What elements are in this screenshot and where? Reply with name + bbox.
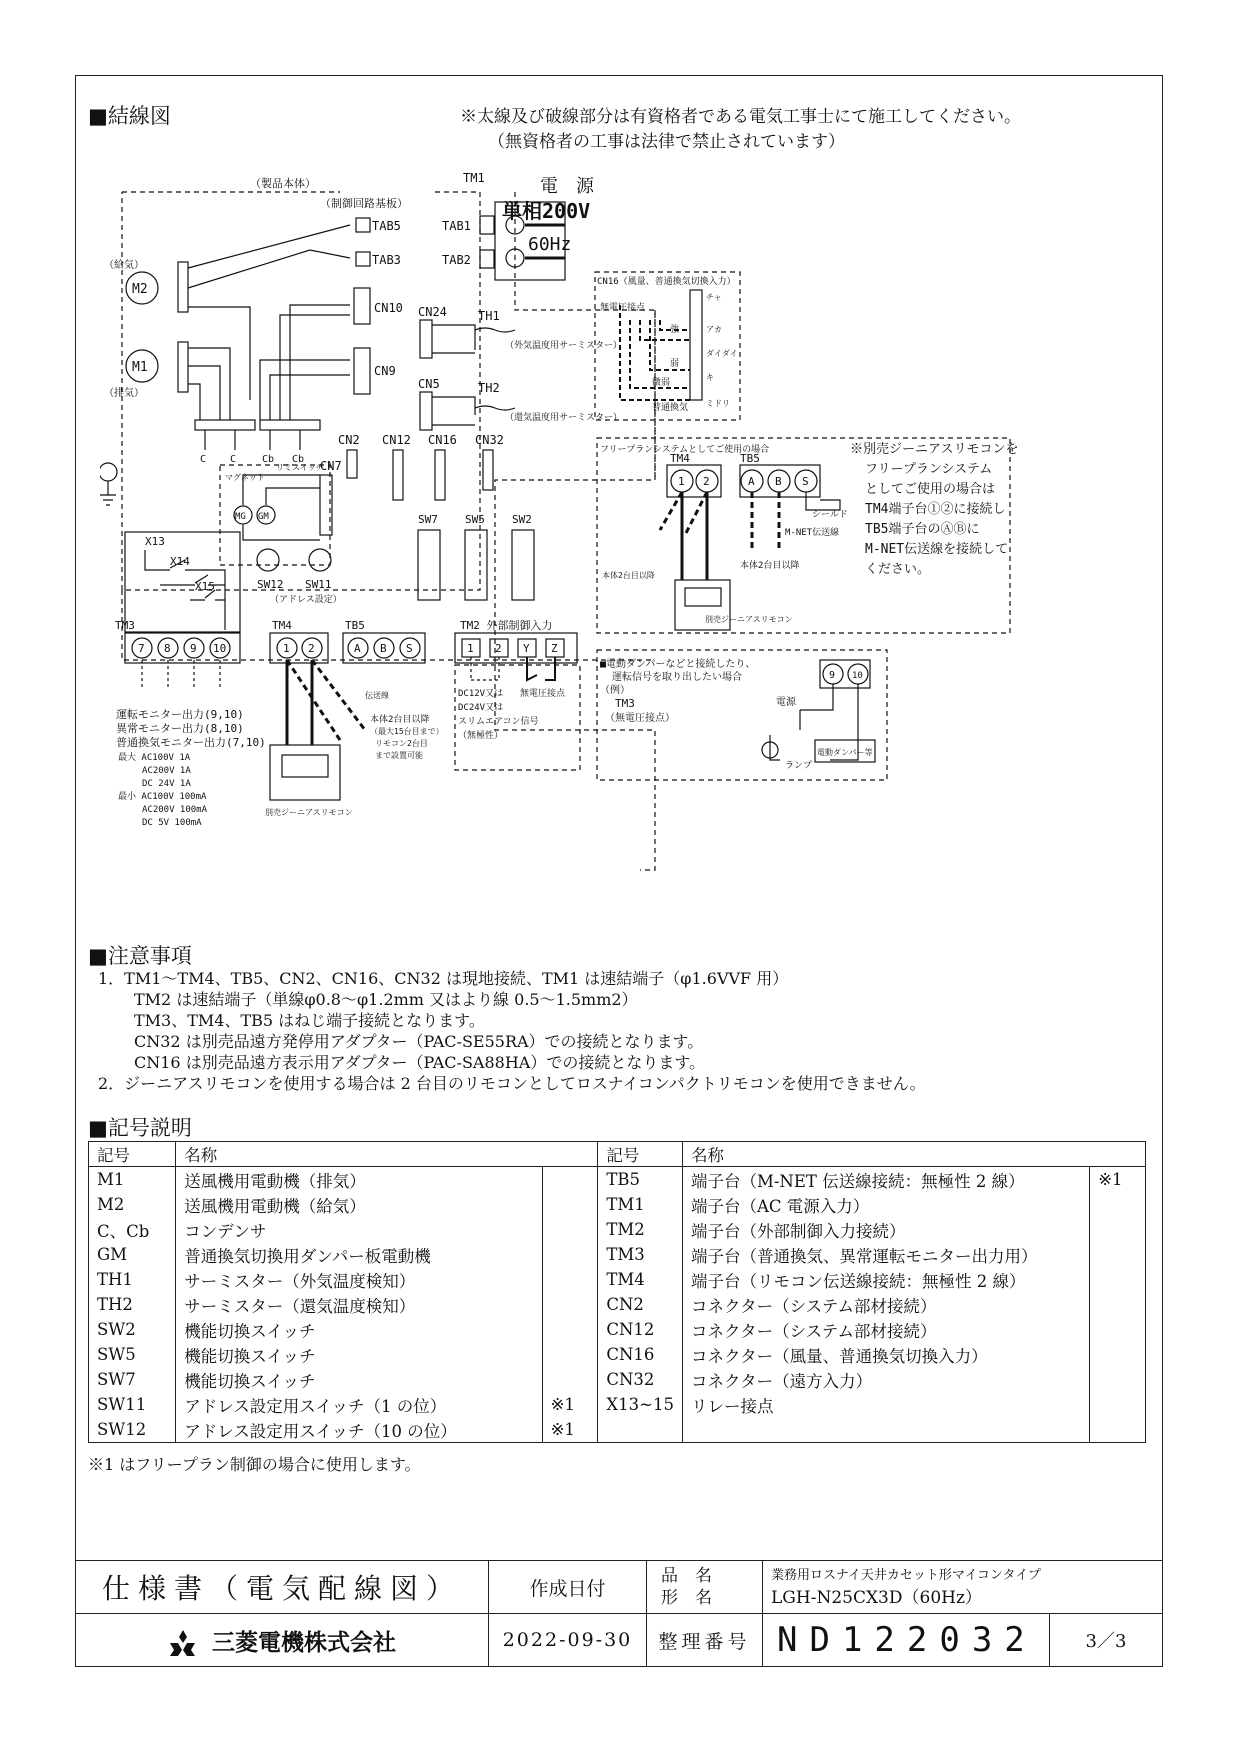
ref-label: 整理番号 (647, 1614, 763, 1667)
legend-name: 機能切換スイッチ (176, 1342, 542, 1367)
label-cn12: CN12 (382, 433, 411, 447)
tb5-term-s: S (406, 642, 413, 655)
label-product-body: （製品本体） (250, 177, 316, 190)
legend-row (89, 1192, 1146, 1217)
legend-mark (1090, 1317, 1146, 1342)
note-line: TM2 は速結端子（単線φ0.8～φ1.2mm 又はより線 0.5～1.5mm2） (134, 990, 638, 1009)
cn16-mode-2: 弱 (670, 359, 680, 369)
legend-mark (1090, 1242, 1146, 1267)
legend-mark (542, 1192, 598, 1217)
dc-signal-2: DC24V又は (458, 703, 504, 713)
remote-2nd-1: 本体2台目以降 (370, 715, 430, 725)
tm2-term-z: Z (551, 642, 558, 655)
label-mg: MG (235, 512, 246, 522)
doc-title: 仕様書（電気配線図） (76, 1561, 489, 1614)
legend-mark (542, 1167, 598, 1193)
fp-tm4-2: 2 (703, 475, 710, 488)
tb5-term-b: B (380, 642, 387, 655)
cn16-title: CN16（風量、普通換気切換入力） (597, 277, 736, 287)
legend-symbol: C、Cb (89, 1217, 176, 1242)
label-m1-exhaust: （排気） (104, 388, 144, 399)
legend-name: 端子台（AC 電源入力） (682, 1192, 1089, 1217)
legend-row (89, 1267, 1146, 1292)
tm3-term-8: 8 (164, 642, 171, 655)
fp-body-2nd: 本体2台目以降 (740, 561, 800, 571)
cn16-wire-4: キ (706, 373, 714, 382)
fp-tm4: TM4 (670, 452, 690, 465)
legend-symbol: SW12 (89, 1417, 176, 1443)
tm2-term-2: 2 (495, 642, 502, 655)
label-th1: TH1 (478, 309, 500, 323)
power-title: 電 源 (540, 176, 594, 197)
notes-list (98, 968, 926, 1094)
power-freq: 60Hz (528, 234, 572, 255)
legend-row (89, 1167, 1146, 1193)
wiring-diagram (100, 170, 1140, 930)
tm2-term-y: Y (523, 642, 530, 655)
tm3-term-7: 7 (138, 642, 145, 655)
legend-mark (1090, 1267, 1146, 1292)
legend-symbol: TM1 (598, 1192, 683, 1217)
remote-2nd-4: まで設置可能 (375, 751, 423, 760)
legend-head-name: 名称 (176, 1142, 598, 1167)
legend-head-name-2: 名称 (682, 1142, 1145, 1167)
company-cell (76, 1614, 489, 1667)
note-line: CN16 は別売品遠方表示用アダプター（PAC-SA88HA）での接続となります。 (134, 1053, 706, 1072)
note-line: CN32 は別売品遠方発停用アダプター（PAC-SE55RA）での接続となります。 (134, 1032, 704, 1051)
legend-name: サーミスター（還気温度検知） (176, 1292, 542, 1317)
product-label: 品 名 (661, 1566, 712, 1586)
fp-shield: シールド (812, 510, 848, 520)
label-cn16: CN16 (428, 433, 457, 447)
legend-name: 送風機用電動機（給気） (176, 1192, 542, 1217)
legend-symbol: GM (89, 1242, 176, 1267)
legend-row (89, 1217, 1146, 1242)
rating-2: AC200V 1A (142, 766, 191, 776)
legend-row (89, 1292, 1146, 1317)
note-line: 1．TM1～TM4、TB5、CN2、CN16、CN32 は現地接続、TM1 は速結端子（φ1.6VVF 用） (98, 969, 789, 988)
legend-name: 端子台（リモコン伝送線接続：無極性 2 線） (682, 1267, 1089, 1292)
label-tm1: TM1 (463, 171, 485, 185)
legend-name: アドレス設定用スイッチ（1 の位） (176, 1392, 542, 1417)
cn16-mode-4: 普通換気 (652, 403, 689, 413)
label-x13: X13 (145, 535, 165, 548)
label-magnet: マグネット (225, 473, 265, 482)
damper-lamp: ランプ (785, 761, 813, 771)
label-m1: M1 (132, 360, 148, 375)
legend-name (682, 1417, 1089, 1443)
legend-name: コネクター（風量、普通換気切換入力） (682, 1342, 1089, 1367)
section-wiring-title: ■結線図 (88, 104, 171, 128)
dc-signal-4: （無極性） (458, 731, 504, 741)
damper-note-2: 運転信号を取り出したい場合 (612, 672, 742, 683)
label-tab1: TAB1 (442, 219, 471, 233)
model-label: 形 名 (661, 1588, 712, 1608)
legend-mark (542, 1292, 598, 1317)
legend-head-symbol-2: 記号 (598, 1142, 683, 1167)
fp-tb5-s: S (802, 475, 809, 488)
legend-name: サーミスター（外気温度検知） (176, 1267, 542, 1292)
company-name: 三菱電機株式会社 (212, 1629, 396, 1656)
legend-mark (542, 1317, 598, 1342)
created-date: 2022-09-30 (489, 1614, 647, 1667)
legend-symbol: CN2 (598, 1292, 683, 1317)
legend-row (89, 1392, 1146, 1417)
legend-symbol: TM2 (598, 1217, 683, 1242)
legend-symbol: SW11 (89, 1392, 176, 1417)
legend-table (88, 1141, 1146, 1443)
legend-mark: ※1 (542, 1417, 598, 1443)
cn16-wire-5: ミドリ (706, 399, 730, 408)
damper-note-3: （例） (600, 685, 630, 696)
legend-mark (1090, 1392, 1146, 1417)
label-cn32: CN32 (475, 433, 504, 447)
dc-signal-3: スリムエアコン信号 (458, 717, 539, 727)
damper-power: 電源 (776, 697, 796, 708)
fp-note-1: ※別売ジーニアスリモコンを (850, 442, 1019, 457)
legend-head-symbol: 記号 (89, 1142, 176, 1167)
label-sw5: SW5 (465, 513, 485, 526)
label-sw12: SW12 (257, 578, 284, 591)
label-tm2: TM2 外部制御入力 (460, 619, 553, 632)
remote-2nd-2: （最大15台目まで） (370, 727, 444, 736)
tm2-term-1: 1 (467, 642, 474, 655)
fp-note-7: ください。 (865, 562, 931, 577)
label-monitor-norm: 普通換気モニター出力(7,10) (116, 736, 266, 749)
fp-tm4-1: 1 (678, 475, 685, 488)
legend-row (89, 1417, 1146, 1443)
label-no-voltage-contact: 無電圧接点 (520, 689, 566, 699)
label-th2: TH2 (478, 381, 500, 395)
legend-name: 機能切換スイッチ (176, 1367, 542, 1392)
warning-line-2: （無資格者の工事は法律で禁止されています） (488, 132, 845, 152)
cn16-wire-3: ダイダイ (706, 349, 738, 358)
legend-symbol: TH2 (89, 1292, 176, 1317)
label-th1-desc: （外気温度用サーミスター） (505, 341, 623, 351)
legend-name: 普通換気切換用ダンパー板電動機 (176, 1242, 542, 1267)
label-cap-1: C (200, 454, 207, 465)
legend-symbol (598, 1417, 683, 1443)
legend-symbol: SW7 (89, 1367, 176, 1392)
damper-note-1: ■電動ダンパーなどと接続したり、 (600, 659, 756, 670)
legend-mark (1090, 1217, 1146, 1242)
label-cap-3: Cb (262, 454, 275, 465)
fp-remote-2nd: 本体2台目以降 (602, 571, 655, 580)
label-cap-2: C (230, 454, 237, 465)
label-sw2: SW2 (512, 513, 532, 526)
legend-symbol: CN12 (598, 1317, 683, 1342)
label-transmission: 伝送線 (365, 691, 389, 700)
power-phase: 単相200V (502, 199, 591, 223)
ref-number: ND122032 (763, 1614, 1050, 1667)
legend-mark (1090, 1367, 1146, 1392)
tm3-term-10: 10 (213, 642, 227, 655)
legend-name: 端子台（外部制御入力接続） (682, 1217, 1089, 1242)
legend-symbol: X13~15 (598, 1392, 683, 1417)
dc-signal-1: DC12V又は (458, 689, 504, 699)
fp-note-3: としてご使用の場合は (865, 482, 996, 497)
tm4-term-2: 2 (308, 642, 315, 655)
remote-2nd-3: リモコン2台目 (375, 739, 428, 748)
fp-note-2: フリープランシステム (865, 462, 993, 477)
model-name: LGH-N25CX3D（60Hz） (771, 1588, 982, 1608)
rating-5: AC200V 100mA (142, 805, 208, 815)
product-model-labels (647, 1561, 763, 1614)
legend-name: リレー接点 (682, 1392, 1089, 1417)
label-cn10: CN10 (374, 301, 403, 315)
legend-mark (1090, 1342, 1146, 1367)
legend-symbol: CN32 (598, 1367, 683, 1392)
legend-row (89, 1242, 1146, 1267)
notes-title: ■注意事項 (88, 944, 192, 968)
rating-3: DC 24V 1A (142, 779, 191, 789)
label-tab3: TAB3 (372, 253, 401, 267)
title-block (75, 1560, 1163, 1667)
legend-symbol: M2 (89, 1192, 176, 1217)
damper-term-9: 9 (829, 670, 836, 681)
legend-symbol: TH1 (89, 1267, 176, 1292)
legend-mark (542, 1267, 598, 1292)
legend-mark (542, 1367, 598, 1392)
label-x14: X14 (170, 555, 190, 568)
label-gm: GM (258, 512, 269, 522)
legend-mark: ※1 (542, 1392, 598, 1417)
damper-contact: （無電圧接点） (605, 713, 675, 724)
legend-symbol: M1 (89, 1167, 176, 1193)
legend-name: 送風機用電動機（排気） (176, 1167, 542, 1193)
label-tm4: TM4 (272, 619, 292, 632)
legend-name: 端子台（普通換気、異常運転モニター出力用） (682, 1242, 1089, 1267)
label-limit-switch: リミスイッチ (276, 463, 324, 472)
label-control-board: （制御回路基板） (320, 197, 408, 210)
label-sw11: SW11 (305, 578, 332, 591)
legend-symbol: TM3 (598, 1242, 683, 1267)
label-m2-supply: （給気） (104, 260, 144, 271)
label-tm3: TM3 (115, 619, 135, 632)
label-tab2: TAB2 (442, 253, 471, 267)
rating-6: DC 5V 100mA (142, 818, 202, 828)
legend-mark (1090, 1292, 1146, 1317)
legend-footnote: ※1 はフリープラン制御の場合に使用します。 (88, 1455, 421, 1474)
legend-row (89, 1367, 1146, 1392)
fp-note-6: M-NET伝送線を接続して (865, 542, 1009, 557)
page-number: 3／3 (1050, 1614, 1163, 1667)
tm3-term-9: 9 (190, 642, 197, 655)
label-addr-setting: （アドレス設定） (270, 595, 342, 605)
product-model-values (763, 1561, 1163, 1614)
cn16-no-voltage: 無電圧接点 (600, 303, 646, 313)
fp-tb5: TB5 (740, 452, 760, 465)
legend-name: コネクター（遠方入力） (682, 1367, 1089, 1392)
warning-line-1: ※太線及び破線部分は有資格者である電気工事士にて施工してください。 (460, 107, 1021, 127)
legend-mark (1090, 1417, 1146, 1443)
damper-device: 電動ダンパー等 (817, 748, 873, 757)
tb5-term-a: A (354, 642, 361, 655)
legend-symbol: CN16 (598, 1342, 683, 1367)
label-tb5: TB5 (345, 619, 365, 632)
label-sw7: SW7 (418, 513, 438, 526)
damper-tm3: TM3 (615, 697, 635, 710)
product-name: 業務用ロスナイ天井カセット形マイコンタイプ (771, 1568, 1041, 1583)
rating-4: 最小 AC100V 100mA (118, 792, 207, 802)
fp-note-5: TB5端子台のⒶⒷに (865, 522, 980, 537)
fp-mnet: M-NET伝送線 (785, 528, 840, 538)
cn16-mode-1: 強 (670, 325, 680, 335)
label-cn7: CN7 (320, 459, 342, 473)
label-m2: M2 (132, 282, 148, 297)
label-cn9: CN9 (374, 364, 396, 378)
legend-mark (542, 1217, 598, 1242)
fp-remote: 別売ジーニアスリモコン (705, 615, 793, 624)
legend-name: アドレス設定用スイッチ（10 の位） (176, 1417, 542, 1443)
cn16-wire-2: アカ (706, 325, 722, 334)
fp-tb5-a: A (748, 475, 755, 488)
tm4-term-1: 1 (283, 642, 290, 655)
mitsubishi-logo-icon (168, 1630, 198, 1656)
legend-name: コネクター（システム部材接続） (682, 1292, 1089, 1317)
note-line: TM3、TM4、TB5 はねじ端子接続となります。 (134, 1011, 485, 1030)
label-monitor-err: 異常モニター出力(8,10) (116, 722, 244, 735)
legend-symbol: TB5 (598, 1167, 683, 1193)
legend-row (89, 1317, 1146, 1342)
legend-name: コネクター（システム部材接続） (682, 1317, 1089, 1342)
legend-mark (1090, 1192, 1146, 1217)
label-x15: X15 (195, 580, 215, 593)
legend-name: 機能切換スイッチ (176, 1317, 542, 1342)
legend-symbol: SW5 (89, 1342, 176, 1367)
legend-title: ■記号説明 (88, 1116, 192, 1140)
legend-mark: ※1 (1090, 1167, 1146, 1193)
label-monitor-run: 運転モニター出力(9,10) (116, 708, 244, 721)
label-cn2: CN2 (338, 433, 360, 447)
note-line: 2．ジーニアスリモコンを使用する場合は 2 台目のリモコンとしてロスナイコンパクトリモコンを使用できません。 (98, 1074, 926, 1093)
legend-mark (542, 1342, 598, 1367)
cn16-mode-3: 微弱 (652, 378, 671, 388)
legend-row (89, 1342, 1146, 1367)
label-cn5: CN5 (418, 377, 440, 391)
label-tab5: TAB5 (372, 219, 401, 233)
label-cap-4: Cb (292, 454, 305, 465)
fp-note-4: TM4端子台①②に接続し (865, 502, 1006, 517)
legend-name: コンデンサ (176, 1217, 542, 1242)
legend-mark (542, 1242, 598, 1267)
fp-tb5-b: B (775, 475, 782, 488)
cn16-wire-1: チャ (706, 293, 722, 302)
label-th2-desc: （還気温度用サーミスター） (505, 413, 623, 423)
damper-term-10: 10 (852, 671, 863, 681)
rating-1: 最大 AC100V 1A (118, 753, 191, 763)
label-remote: 別売ジーニアスリモコン (265, 808, 353, 817)
fp-title: フリープランシステムとしてご使用の場合 (600, 445, 770, 455)
legend-name: 端子台（M-NET 伝送線接続：無極性 2 線） (682, 1167, 1089, 1193)
created-label: 作成日付 (489, 1561, 647, 1614)
legend-symbol: SW2 (89, 1317, 176, 1342)
legend-symbol: TM4 (598, 1267, 683, 1292)
label-cn24: CN24 (418, 305, 447, 319)
